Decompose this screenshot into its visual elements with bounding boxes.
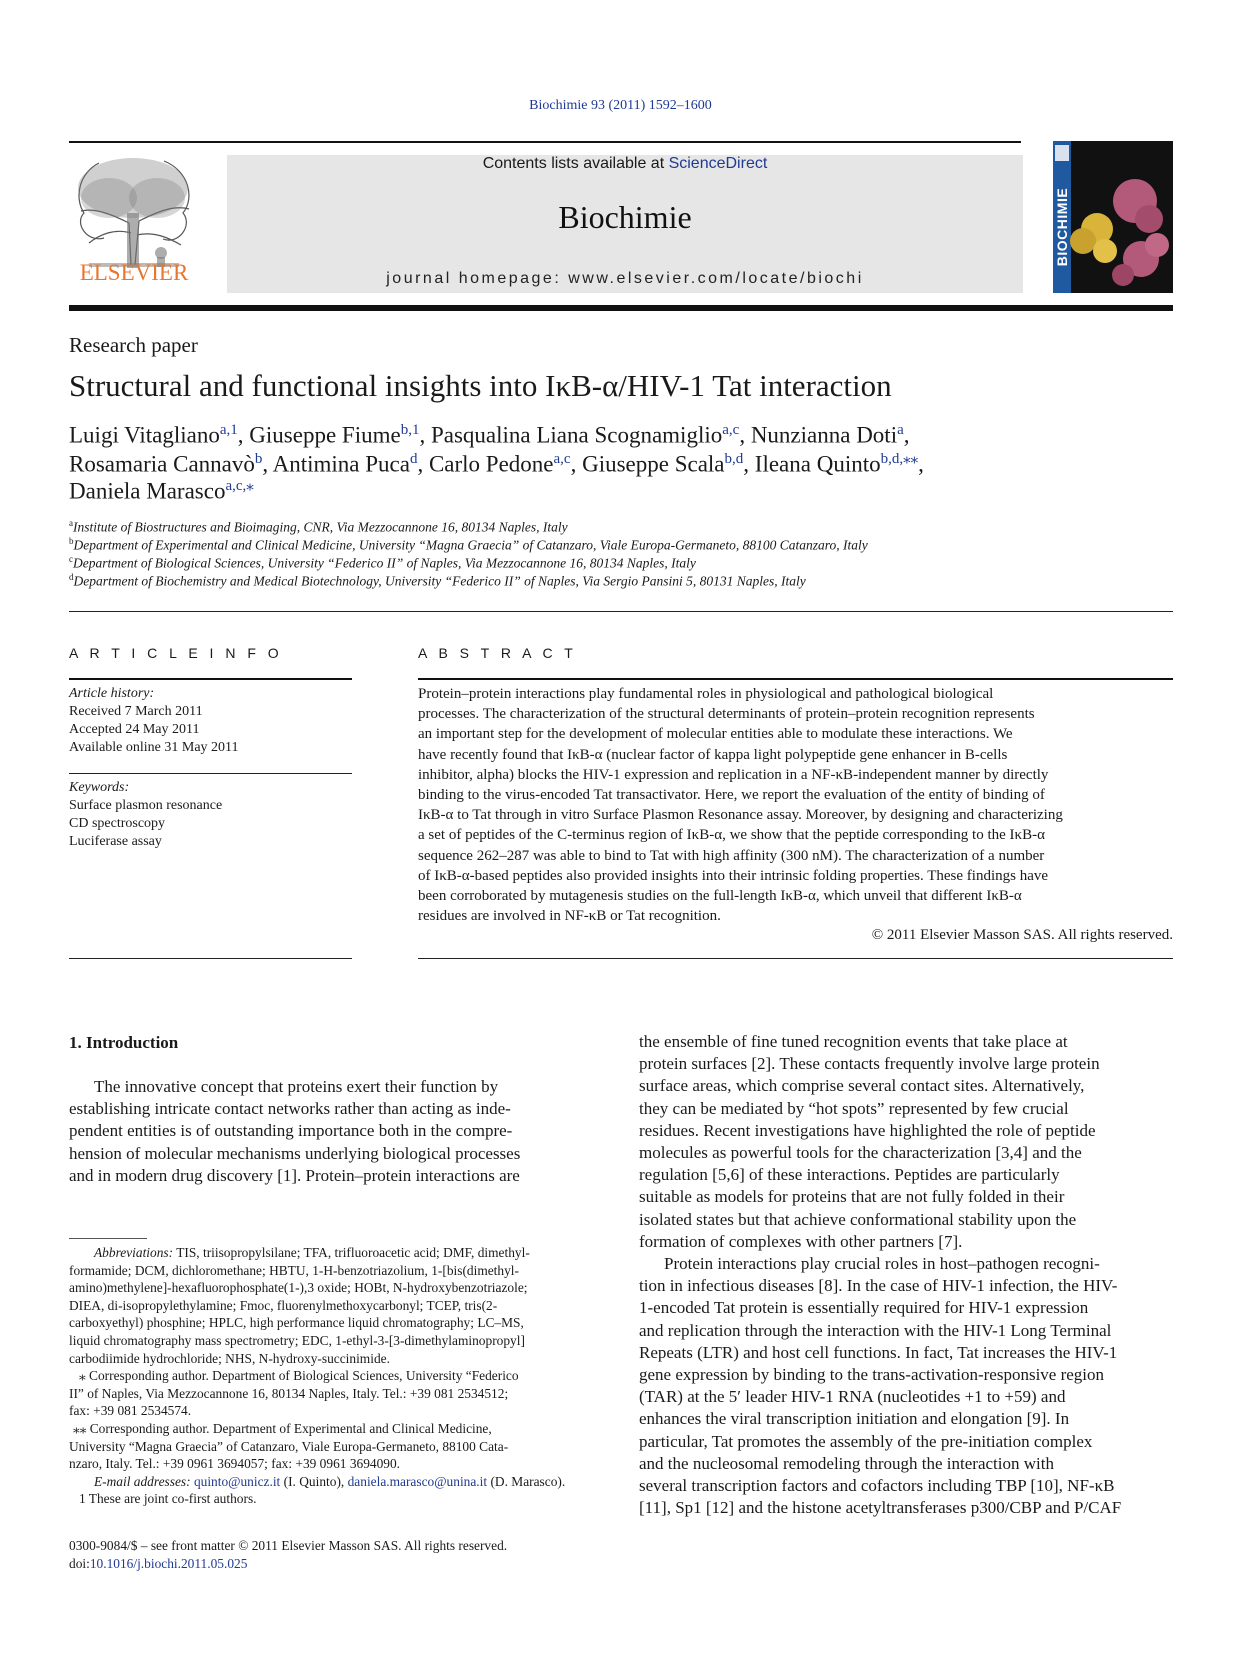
footnote-line: fax: +39 081 2534574. (69, 1403, 192, 1419)
issn-line: 0300-9084/$ – see front matter © 2011 Elsevier Masson SAS. All rights reserved. (69, 1538, 508, 1553)
body-line: regulation [5,6] of these interactions. Peptides are particularly (639, 1165, 1060, 1185)
footnote-line: nzaro, Italy. Tel.: +39 0961 3694057; fax: +39 0961 3694090. (69, 1456, 401, 1472)
abstract-line: of IκB-α-based peptides also provided insights into their intrinsic folding properties. These findings have (418, 867, 1049, 884)
body-line: gene expression by binding to the trans-activation-responsive region (639, 1365, 1105, 1385)
author-name[interactable]: Giuseppe Scala (582, 451, 725, 477)
section-heading-introduction: 1. Introduction (69, 1033, 179, 1052)
affiliation-mark: a (69, 518, 73, 528)
body-line: and replication through the interaction with the HIV-1 Long Terminal (639, 1320, 1112, 1340)
body-line: several transcription factors and cofactors including TBP [10], NF-κB (639, 1476, 1115, 1496)
author-sep: , (570, 451, 583, 477)
author-name[interactable]: Rosamaria Cannavò (69, 451, 255, 477)
history-accepted: Accepted 24 May 2011 (69, 722, 200, 737)
footnote-line: carbodiimide hydrochloride; NHS, N-hydroxy-succinimide. (69, 1350, 390, 1366)
article-info-heading: A R T I C L E I N F O (69, 645, 283, 661)
article-history (69, 685, 239, 757)
author-sep: , (417, 451, 429, 477)
body-line: and the nucleosomal remodeling through the interaction with (639, 1453, 1054, 1473)
abstract-heading: A B S T R A C T (418, 645, 577, 661)
body-line: molecules as powerful tools for the characterization [3,4] and the (639, 1143, 1082, 1163)
body-line: and in modern drug discovery [1]. Protein–protein interactions are (69, 1165, 520, 1185)
footnote-line: TIS, triisopropylsilane; TFA, trifluoroacetic acid; DMF, dimethyl- (173, 1245, 530, 1260)
journal-citation[interactable]: Biochimie 93 (2011) 1592–1600 (529, 98, 712, 113)
journal-homepage[interactable]: journal homepage: www.elsevier.com/locate/biochi (386, 270, 864, 287)
body-line: hension of molecular mechanisms underlying biological processes (69, 1143, 521, 1163)
affiliation-mark: d (69, 572, 74, 582)
affiliation-d (69, 572, 806, 590)
elsevier-logo[interactable] (69, 153, 199, 293)
author-affil-mark[interactable]: a,c,⁎ (225, 478, 254, 494)
keywords-label: Keywords: (69, 780, 130, 795)
footnote-line: ⁎⁎ Corresponding author. Department of Experimental and Clinical Medicine, (73, 1420, 492, 1436)
contents-line (227, 155, 1023, 173)
abstract-line: binding to the virus-encoded Tat transactivator. Here, we report the evaluation of the entity of binding of (418, 787, 1045, 804)
abstract-copyright: © 2011 Elsevier Masson SAS. All rights reserved. (871, 927, 1173, 943)
author-sep: , (262, 451, 273, 477)
author-affil-mark[interactable]: d (409, 451, 418, 467)
author-affil-mark[interactable]: a,1 (219, 422, 238, 438)
footnote-line: liquid chromatography mass spectrometry; EDC, 1-ethyl-3-[3-dimethylaminopropyl] (69, 1332, 525, 1348)
cover-title: BIOCHIMIE (1054, 187, 1070, 267)
body-line: the ensemble of fine tuned recognition events that take place at (639, 1032, 1068, 1051)
sciencedirect-link[interactable]: ScienceDirect (668, 155, 768, 172)
body-line: surface areas, which comprise several contact sites. Alternatively, (639, 1076, 1085, 1096)
abstract-bottom-rule (418, 958, 1173, 959)
email-owner: (I. Quinto), (280, 1473, 348, 1489)
journal-cover[interactable] (1053, 141, 1173, 293)
abbreviations-footnote (69, 1244, 601, 1367)
keywords-rule (69, 773, 352, 774)
affiliation-text: Department of Biological Sciences, University “Federico II” of Naples, Via Mezzocannone 16, 80134 Naples, Italy (73, 555, 696, 571)
author-affil-mark[interactable]: a,c (553, 451, 571, 467)
footnote-line: University “Magna Graecia” of Catanzaro, Viale Europa-Germaneto, 88100 Cata- (69, 1438, 509, 1454)
body-line: suitable as models for proteins that are not fully folded in their (639, 1187, 1065, 1207)
author-affil-mark[interactable]: a (897, 422, 904, 438)
author-name[interactable]: Giuseppe Fiume (249, 422, 401, 448)
article-title: Structural and functional insights into IκB-α/HIV-1 Tat interaction (69, 368, 892, 403)
body-line: pendent entities is of outstanding importance both in the compre- (69, 1121, 513, 1141)
author-sep: , (918, 451, 924, 477)
body-line: establishing intricate contact networks rather than acting as inde- (69, 1099, 511, 1119)
author-name[interactable]: Carlo Pedone (428, 451, 554, 477)
author-name[interactable]: Pasqualina Liana Scognamiglio (430, 422, 723, 448)
author-affil-mark[interactable]: b,d,⁎⁎ (880, 451, 919, 467)
affiliation-mark: b (69, 536, 74, 546)
journal-cover-image (1053, 141, 1173, 293)
author-affil-mark[interactable]: a,c (722, 422, 740, 438)
keyword[interactable]: Surface plasmon resonance (69, 798, 223, 813)
author-affil-mark[interactable]: b,d (724, 451, 744, 467)
email-footnote (69, 1473, 601, 1491)
abstract-line: IκB-α to Tat through in vitro Surface Plasmon Resonance assay. Moreover, by designing and characterizing (418, 807, 1063, 824)
author-affil-mark[interactable]: b (254, 451, 263, 467)
affiliation-text: Institute of Biostructures and Bioimaging, CNR, Via Mezzocannone 16, 80134 Naples, Italy (73, 519, 568, 535)
corresponding-author-1 (69, 1367, 601, 1420)
author-affil-mark[interactable]: b,1 (400, 422, 420, 438)
journal-name: Biochimie (558, 199, 692, 235)
body-line: protein surfaces [2]. These contacts frequently involve large protein (639, 1054, 1100, 1074)
footnote-line: ⁎ Corresponding author. Department of Biological Sciences, University “Federico (79, 1368, 519, 1384)
author-name[interactable]: Luigi Vitagliano (69, 422, 220, 448)
author-name[interactable]: Daniela Marasco (69, 478, 226, 504)
footnote-line: amino)methylene]-hexafluorophosphate(1-),3 oxide; HOBt, N-hydroxybenzotriazole; (69, 1280, 528, 1296)
body-line: (TAR) at the 5′ leader HIV-1 RNA (nucleotides +1 to +59) and (639, 1387, 1066, 1407)
body-line: The innovative concept that proteins exert their function by (94, 1077, 499, 1096)
abstract-line: inhibitor, alpha) blocks the HIV-1 expression and replication in a NF-κB-independent manner by directly (418, 766, 1049, 783)
header-thick-rule (69, 305, 1173, 311)
body-line: enhances the viral transcription initiation and elongation [9]. In (639, 1409, 1070, 1429)
abbreviations-label: Abbreviations: (94, 1245, 174, 1260)
email-link-quinto[interactable]: quinto@unicz.it (193, 1473, 281, 1489)
article-info-bottom-rule (69, 958, 352, 959)
email-link-marasco[interactable]: daniela.marasco@unina.it (347, 1473, 488, 1489)
affiliation-b (69, 536, 868, 554)
header-rule (69, 141, 1021, 143)
affiliation-c (69, 554, 696, 572)
body-line: formation of complexes with other partners [7]. (639, 1231, 963, 1251)
footnotes (69, 1244, 601, 1508)
abstract-line: Protein–protein interactions play fundamental roles in physiological and pathological biological (418, 686, 994, 702)
abstract-text (418, 684, 1173, 926)
abstract-line: have recently found that IκB-α (nuclear factor of kappa light polypeptide gene enhancer in B-cells (418, 746, 1008, 763)
abstract-line: a set of peptides of the C-terminus region of IκB-α, we show that the peptide corresponding to the IκB-α (418, 827, 1045, 844)
abstract-line: been corroborated by mutagenesis studies on the full-length IκB-α, which unveil that different IκB-α (418, 888, 1022, 905)
article-type: Research paper (69, 333, 198, 357)
author-line-1 (69, 422, 910, 449)
doi-line (69, 1555, 507, 1573)
author-line-2 (69, 449, 924, 478)
front-matter (69, 1537, 507, 1573)
affiliation-text: Department of Biochemistry and Medical Biotechnology, University “Federico II” of Naples, Via Sergio Pansini 5, 80131 Naples, Italy (73, 573, 806, 589)
body-column-left (69, 1076, 601, 1187)
author-line-3 (69, 476, 254, 505)
abstract-rule (418, 678, 1173, 680)
body-line: 1-encoded Tat protein is essentially required for HIV-1 expression (639, 1298, 1089, 1318)
body-line: residues. Recent investigations have highlighted the role of peptide (639, 1120, 1096, 1140)
footnote-line: formamide; DCM, dichloromethane; HBTU, 1-H-benzotriazolium, 1-[bis(dimethyl- (69, 1262, 519, 1278)
abstract-line: sequence 262–287 was able to bind to Tat with high affinity (300 nM). The characterization of a number (418, 847, 1045, 864)
email-owner: (D. Marasco). (487, 1473, 566, 1489)
contents-prefix: Contents lists available at (482, 155, 669, 172)
affiliation-mark: c (69, 554, 73, 564)
footnote-line: carboxyethyl) phosphine; HPLC, high performance liquid chromatography; LC–MS, (69, 1315, 524, 1331)
keyword[interactable]: Luciferase assay (69, 834, 162, 849)
affiliation-a (69, 518, 568, 536)
body-line: tion in infectious diseases [8]. In the case of HIV-1 infection, the HIV- (639, 1276, 1118, 1296)
author-name[interactable]: Ileana Quinto (754, 451, 881, 477)
history-online: Available online 31 May 2011 (69, 740, 239, 755)
history-label: Article history: (69, 686, 155, 701)
footnote-rule (69, 1238, 147, 1239)
article-info-rule (69, 678, 352, 680)
author-sep: , (743, 451, 755, 477)
author-sep: , (237, 422, 250, 448)
author-name[interactable]: Antimina Puca (272, 451, 410, 477)
abstract-line: residues are involved in NF-κB or Tat recognition. (418, 908, 721, 925)
doi-link[interactable]: 10.1016/j.biochi.2011.05.025 (89, 1556, 248, 1571)
keyword[interactable]: CD spectroscopy (69, 816, 166, 831)
email-label: E-mail addresses: (94, 1473, 191, 1489)
affiliation-text: Department of Experimental and Clinical Medicine, University “Magna Graecia” of Catanzaro, Viale Europa-Germaneto, 88100 Catanzaro, Italy (73, 537, 868, 553)
footnote-line: II” of Naples, Via Mezzocannone 16, 80134 Naples, Italy. Tel.: +39 081 2534512; (69, 1385, 509, 1401)
body-line: they can be mediated by “hot spots” represented by few crucial (639, 1098, 1069, 1118)
author-sep: , (903, 422, 910, 448)
elsevier-wordmark: ELSEVIER (79, 260, 189, 285)
doi-prefix: doi: (69, 1556, 90, 1571)
body-column-right (639, 1031, 1173, 1519)
corresponding-author-2 (69, 1420, 601, 1473)
body-line: Repeats (LTR) and host cell functions. In fact, Tat increases the HIV-1 (639, 1342, 1118, 1362)
author-sep: , (419, 422, 431, 448)
body-line: Protein interactions play crucial roles in host–pathogen recogni- (664, 1254, 1100, 1274)
history-received: Received 7 March 2011 (69, 704, 203, 719)
body-line: particular, Tat promotes the assembly of the pre-initiation complex (639, 1431, 1093, 1451)
journal-banner (227, 155, 1023, 293)
author-sep: , (739, 422, 751, 448)
author-name[interactable]: Nunzianna Doti (750, 422, 898, 448)
body-line: isolated states but that achieve conformational stability upon the (639, 1209, 1077, 1229)
joint-authors-note: 1 These are joint co-first authors. (79, 1491, 257, 1507)
abstract-line: an important step for the development of molecular entities able to modulate these interactions. We (418, 726, 1013, 743)
affiliation-rule (69, 611, 1173, 612)
footnote-line: DIEA, di-isopropylethylamine; Fmoc, fluorenylmethoxycarbonyl; TCEP, tris(2- (69, 1297, 498, 1313)
body-line: [11], Sp1 [12] and the histone acetyltransferases p300/CBP and P/CAF (639, 1498, 1122, 1518)
abstract-line: processes. The characterization of the structural determinants of protein–protein recognition represents (418, 706, 1035, 723)
keywords (69, 779, 222, 851)
